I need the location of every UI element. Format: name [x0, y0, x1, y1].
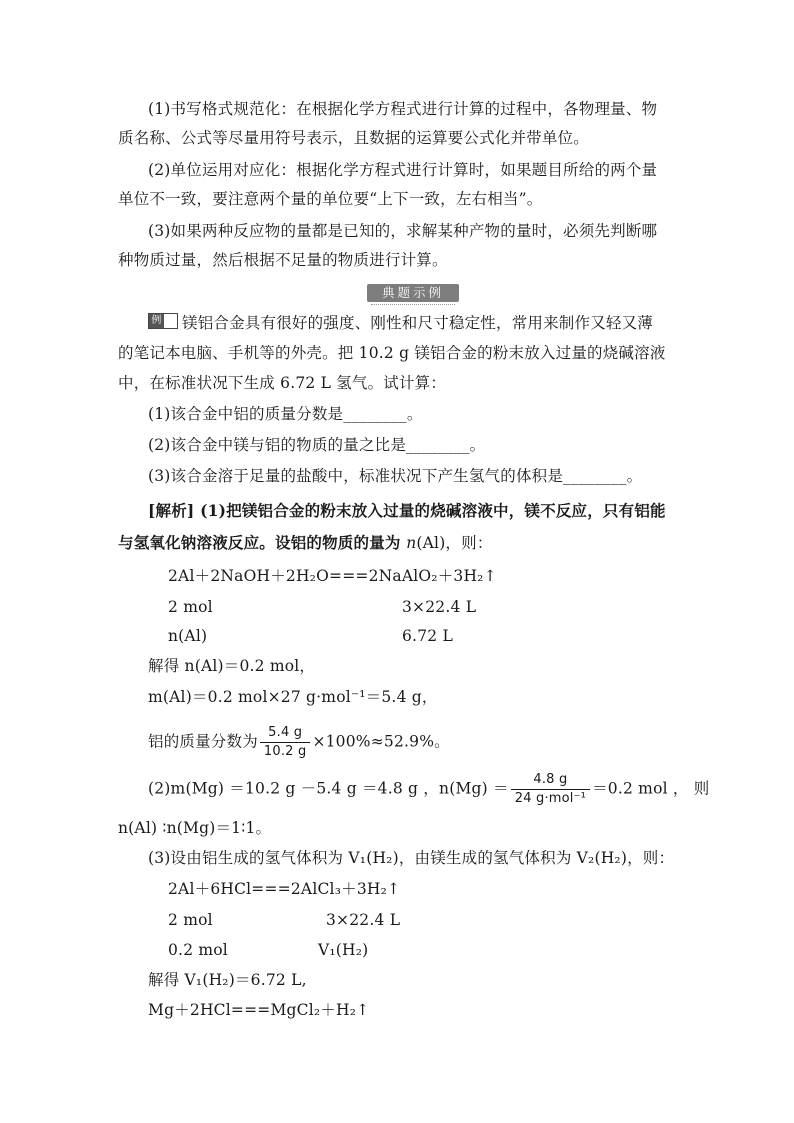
eq1-row1-left: 2 mol	[168, 598, 213, 616]
eq2-row2-right: V₁(H₂)	[318, 941, 369, 959]
eq2-row2-left: 0.2 mol	[168, 941, 228, 959]
analysis-line-2: 与氢氧化钠溶液反应。设铝的物质的量为 n(Al)，则：	[118, 533, 493, 552]
point-2-line-1: (2)单位运用对应化：根据化学方程式进行计算时，如果题目所给的两个量	[148, 161, 658, 179]
eq1-row2-right: 6.72 L	[402, 627, 453, 645]
fraction-mass: $\frac{5.4 g}{10.2 g}$	[260, 725, 311, 760]
equation-2: 2Al＋6HCl===2AlCl₃＋3H₂↑	[168, 880, 401, 898]
point-1-line-1: (1)书写格式规范化：在根据化学方程式进行计算的过程中，各物理量、物	[148, 100, 658, 118]
example-tag: 例	[148, 313, 178, 329]
mass-al: m(Al)＝0.2 mol×27 g·mol⁻¹＝5.4 g，	[148, 688, 438, 706]
ratio-line: n(Al) ∶n(Mg)＝1∶1。	[118, 819, 272, 837]
point-1-line-2: 质名称、公式等尽量用符号表示，且数据的运算要公式化并带单位。	[118, 129, 590, 147]
example-line-1	[148, 313, 653, 333]
example-line-2: 的笔记本电脑、手机等的外壳。把 10.2 g 镁铝合金的粉末放入过量的烧碱溶液	[118, 344, 666, 362]
point-3-line-2: 种物质过量，然后根据不足量的物质进行计算。	[118, 251, 448, 269]
question-2: (2)该合金中镁与铝的物质的量之比是________。	[148, 436, 486, 454]
equation-1: 2Al＋2NaOH＋2H₂O===2NaAlO₂＋3H₂↑	[168, 567, 497, 585]
question-1: (1)该合金中铝的质量分数是________。	[148, 405, 423, 423]
mg-calc-line: (2)m(Mg) ＝10.2 g －5.4 g ＝4.8 g ，n(Mg) ＝ $\frac{4.8 g}{\text{24 g·mol⁻¹}}$ ＝0.2 mol ， 则	[148, 772, 710, 806]
analysis-line-1: [解析] (1)把镁铝合金的粉末放入过量的烧碱溶液中，镁不反应，只有铝能	[148, 501, 666, 520]
point-2-line-2: 单位不一致，要注意两个量的单位要“上下一致，左右相当”。	[118, 190, 543, 208]
part3-intro: (3)设由铝生成的氢气体积为 V₁(H₂)，由镁生成的氢气体积为 V₂(H₂)，则：	[148, 849, 675, 867]
solve-v1: 解得 V₁(H₂)＝6.72 L,	[148, 971, 307, 989]
fraction-mg: $\frac{4.8 g}{\text{24 g·mol⁻¹}}$	[511, 772, 590, 807]
example-text-1: 镁铝合金具有很好的强度、刚性和尺寸稳定性，常用来制作又轻又薄	[182, 314, 654, 332]
eq2-row1-right: 3×22.4 L	[326, 911, 401, 929]
solve-n-al: 解得 n(Al)＝0.2 mol，	[148, 657, 316, 675]
mass-fraction-line: 铝的质量分数为 $\frac{5.4 g}{10.2 g}$ ×100%≈52.9%。	[148, 725, 450, 759]
point-3-line-1: (3)如果两种反应物的量都是已知的，求解某种产物的量时，必须先判断哪	[148, 222, 658, 240]
eq2-row1-left: 2 mol	[168, 911, 213, 929]
question-3: (3)该合金溶于足量的盐酸中，标准状况下产生氢气的体积是________。	[148, 467, 643, 485]
example-line-3: 中，在标准状况下生成 6.72 L 氢气。试计算：	[118, 374, 447, 392]
eq1-row2-left: n(Al)	[168, 627, 208, 645]
section-badge: 典题示例	[367, 284, 459, 302]
eq1-row1-right: 3×22.4 L	[402, 598, 477, 616]
equation-3: Mg＋2HCl===MgCl₂＋H₂↑	[148, 1001, 370, 1019]
